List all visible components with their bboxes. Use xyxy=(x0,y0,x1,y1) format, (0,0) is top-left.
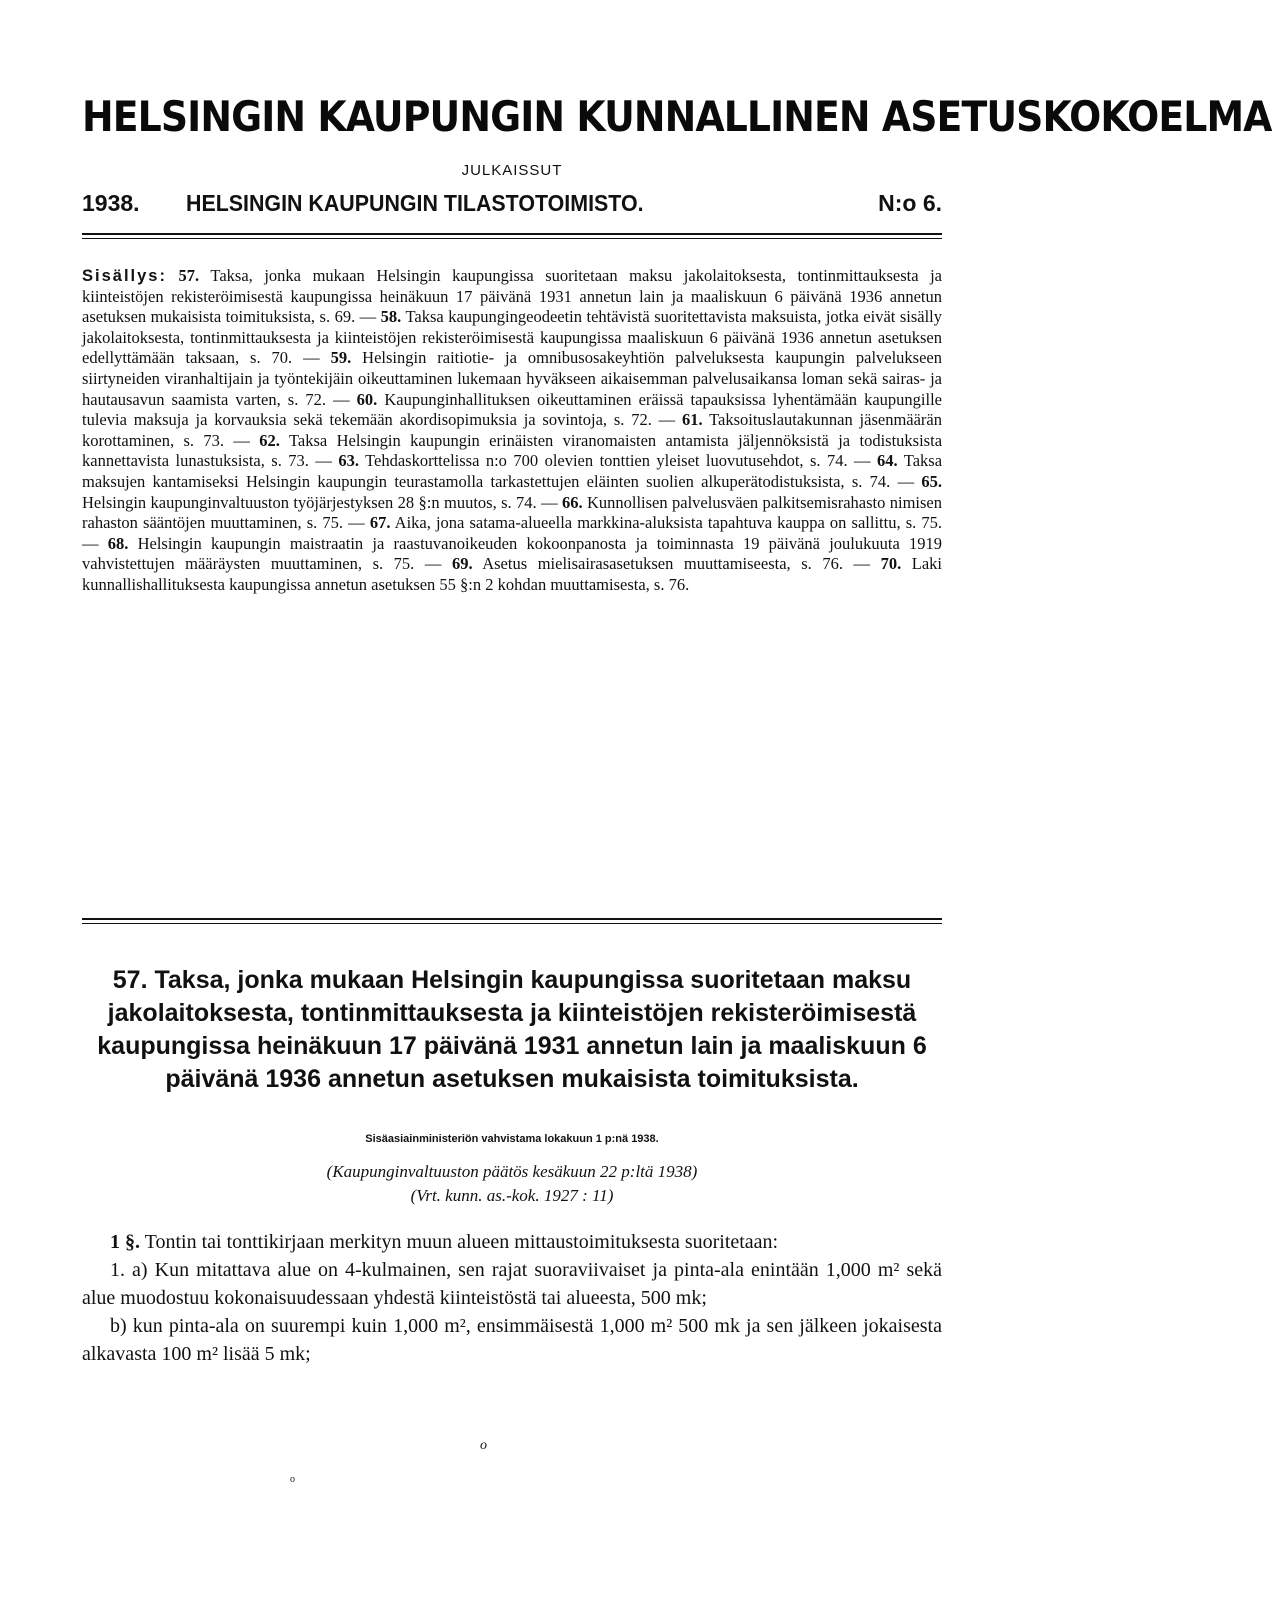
entry-number: 61. xyxy=(681,410,703,430)
publisher-office: HELSINGIN KAUPUNGIN TILASTOTOIMISTO. xyxy=(186,190,644,216)
paragraph: b) kun pinta-ala on suurempi kuin 1,000 m², ensimmäisestä 1,000 m² 500 mk ja sen jälkeen jokaisesta alkavasta 100 m² lisää 5 mk; xyxy=(82,1315,942,1365)
entry-number: 68. xyxy=(107,533,129,553)
entry-number: 62. xyxy=(259,430,280,450)
publisher-label: JULKAISSUT xyxy=(461,162,563,179)
paragraph: 1. a) Kun mitattava alue on 4-kulmainen, sen rajat suoraviivaiset ja pinta-ala enintään 1,000 m² sekä alue muodostuu kokonaisuudessaan yhdestä kiinteistöstä tai alueesta, 500 mk; xyxy=(82,1259,942,1309)
article-title: 57. Taksa, jonka mukaan Helsingin kaupungissa suoritetaan maksu jakolaitoksesta, tontinmittauksesta ja kiinteistöjen rekisteröimisestä kaupungissa heinäkuun 17 päivänä 1931 annetun lain ja maaliskuun 6 päivänä 1936 annetun asetuksen mukaisista toimituksista. xyxy=(97,966,927,1093)
print-speck: o xyxy=(290,1474,295,1485)
paragraph xyxy=(82,1228,942,1256)
entry-number: 65. xyxy=(921,471,943,491)
entry-text: Helsingin raitiotie- ja omnibusosakeyhtiön palveluksesta kaupungin palvelukseen siirtyneiden viranhaltijain ja työntekijäin oikeuttaminen lukemaan hyväkseen aikaisemman palvelusaikansa loman sekä sairas- ja hautausavun saamista varten, s. 72. xyxy=(82,348,943,409)
entry-number: 60. xyxy=(356,389,378,409)
cross-reference: (Vrt. kunn. as.-kok. 1927 : 11) xyxy=(410,1186,614,1205)
table-of-contents: Sisällys: 57. Taksa, jonka mukaan Helsingin kaupungissa suoritetaan maksu jakolaitoksesta, tontinmittauksesta ja kiinteistöjen rekisteröimisestä kaupungissa heinäkuun 17 päivänä 1931 annetun lain ja maaliskuun 6 päivänä 1936 annetun asetuksen mukaisista toimituksista, s. 69. — 58. Taksa kaupungingeodeetin tehtävistä suoritettavista maksuista, jotka eivät sisälly jakolaitoksesta, tontinmittauksesta ja kiinteistöjen rekisteröimisestä kaupungissa maaliskuun 6 päivänä 1936 annetun asetuksen edellyttämään taksaan, s. 70. — 59. Helsingin raitiotie- ja omnibusosakeyhtiön palveluksesta kaupungin palvelukseen siirtyneiden viranhaltijain ja työntekijäin oikeuttaminen lukemaan hyväkseen aikaisemman palvelusaikansa loman sekä sairas- ja hautausavun saamista varten, s. 72. — 60. Kaupunginhallituksen oikeuttaminen eräissä tapauksissa lyhentämään kaupungille tulevia maksuja ja korvauksia sekä tekemään akordisopimuksia ja sovintoja, s. 72. — 61. Taksoituslautakunnan jäsenmäärän korottaminen, s. 73. — 62. Taksa Helsingin kaupungin erinäisten viranomaisten antamista jäljennöksistä ja todistuksista kannettavista lunastuksista, s. 73. — 63. Tehdaskorttelissa n:o 700 olevien tonttien yleiset luovutusehdot, s. 74. — 64. Taksa maksujen kantamiseksi Helsingin kaupungin teurastamolla tarkastettujen eläinten suolien alkuperätodistuksista, s. 74. — 65. Helsingin kaupunginvaltuuston työjärjestyksen 28 §:n muutos, s. 74. — 66. Kunnollisen palvelusväen palkitsemisrahasto nimisen rahaston sääntöjen muuttaminen, s. 75. — 67. Aika, jona satama-alueella markkina-aluksista tapahtuva kauppa on sallittu, s. 75. — 68. Helsingin kaupungin maistraatin ja raastuvanoikeuden kokoonpanosta ja toiminnasta 19 päivänä joulukuuta 1919 vahvistettujen määräysten muuttaminen, s. 75. — 69. Asetus mielisairasasetuksen muuttamiseesta, s. 76. — 70. Laki kunnallishallituksesta kaupungissa annetun asetuksen 55 §:n 2 kohdan muuttamisesta, s. 76. xyxy=(82,266,943,594)
entry-text: Taksa maksujen kantamiseksi Helsingin kaupungin teurastamolla tarkastettujen eläinten suolien alkuperätodistuksista, s. 74. xyxy=(82,451,943,491)
approval-note: Sisäasiainministeriön vahvistama lokakuun 1 p:nä 1938. xyxy=(365,1133,659,1145)
issue-number: N:o 6. xyxy=(878,190,942,216)
entry-text: Taksa Helsingin kaupungin erinäisten viranomaisten antamista jäljennöksistä ja todistuksista kannettavista lunastuksista, s. 73. xyxy=(82,430,943,471)
issue-info-bar xyxy=(82,190,942,224)
council-decision: (Kaupunginvaltuuston päätös kesäkuun 22 p:ltä 1938) xyxy=(326,1162,698,1181)
decision-note xyxy=(82,1160,942,1208)
header-divider xyxy=(82,233,942,239)
entry-text: Taksa, jonka mukaan Helsingin kaupungissa suoritetaan maksu jakolaitoksesta, tontinmittauksesta ja kiinteistöjen rekisteröimisestä kaupungissa heinäkuun 17 päivänä 1931 annetun lain ja maaliskuun 6 päivänä 1936 annetun asetuksen mukaisista toimituksista, s. 69. xyxy=(82,266,942,327)
issue-year: 1938. xyxy=(82,190,140,216)
entry-number: 66. xyxy=(561,492,583,512)
entry-text: Aika, jona satama-alueella markkina-aluksista tapahtuva kauppa on sallittu, s. 75. xyxy=(394,513,942,533)
entry-text: Laki kunnallishallituksesta kaupungissa annetun asetuksen 55 §:n 2 kohdan muuttamisesta, s. 76. xyxy=(82,554,943,594)
contents-divider xyxy=(82,918,942,924)
entry-number: 69. xyxy=(451,554,473,574)
entry-number: 64. xyxy=(877,451,898,471)
entry-text: Asetus mielisairasasetuksen muuttamiseesta, s. 76. xyxy=(482,554,843,574)
contents-entry xyxy=(370,513,942,532)
entry-number: 57. xyxy=(178,266,200,285)
article-body xyxy=(82,1228,942,1368)
entry-number: 59. xyxy=(330,348,352,368)
print-speck: o xyxy=(480,1438,487,1453)
masthead-title: HELSINGIN KAUPUNGIN KUNNALLINEN ASETUSKOKOELMA xyxy=(82,92,1272,141)
entry-number: 58. xyxy=(380,307,402,327)
entry-text: Tehdaskorttelissa n:o 700 olevien tonttien yleiset luovutusehdot, s. 74. xyxy=(365,451,848,471)
entry-text: Kaupunginhallituksen oikeuttaminen eräissä tapauksissa lyhentämään kaupungille tulevia maksuja ja korvauksia sekä tekemään akordisopimuksia ja sovintoja, s. 72. xyxy=(82,389,942,430)
entry-text: Helsingin kaupungin maistraatin ja raastuvanoikeuden kokoonpanosta ja toiminnasta 19 päivänä joulukuuta 1919 vahvistettujen määräysten muuttaminen, s. 75. xyxy=(82,533,943,574)
entry-number: 70. xyxy=(880,554,902,574)
entry-text: Taksa kaupungingeodeetin tehtävistä suoritettavista maksuista, jotka eivät sisälly jakolaitoksesta, tontinmittauksesta ja kiinteistöjen rekisteröimisestä kaupungissa maaliskuun 6 päivänä 1936 annetun asetuksen edellyttämään taksaan, s. 70. xyxy=(82,307,943,368)
contents-entry xyxy=(452,554,843,573)
contents-entry xyxy=(338,451,847,470)
entry-text: Helsingin kaupunginvaltuuston työjärjestyksen 28 §:n muutos, s. 74. xyxy=(82,492,537,512)
section-number: 1 §. xyxy=(110,1231,140,1253)
entry-number: 67. xyxy=(369,513,391,533)
entry-text: Taksoituslautakunnan jäsenmäärän korottaminen, s. 73. xyxy=(82,410,943,450)
paragraph-text: Tontin tai tonttikirjaan merkityn muun alueen mittaustoimituksesta suoritetaan: xyxy=(144,1231,779,1253)
entry-number: 63. xyxy=(338,451,359,471)
contents-label: Sisällys: xyxy=(82,267,167,285)
entry-text: Kunnollisen palvelusväen palkitsemisrahasto nimisen rahaston sääntöjen muuttaminen, s. 75. xyxy=(82,492,942,533)
